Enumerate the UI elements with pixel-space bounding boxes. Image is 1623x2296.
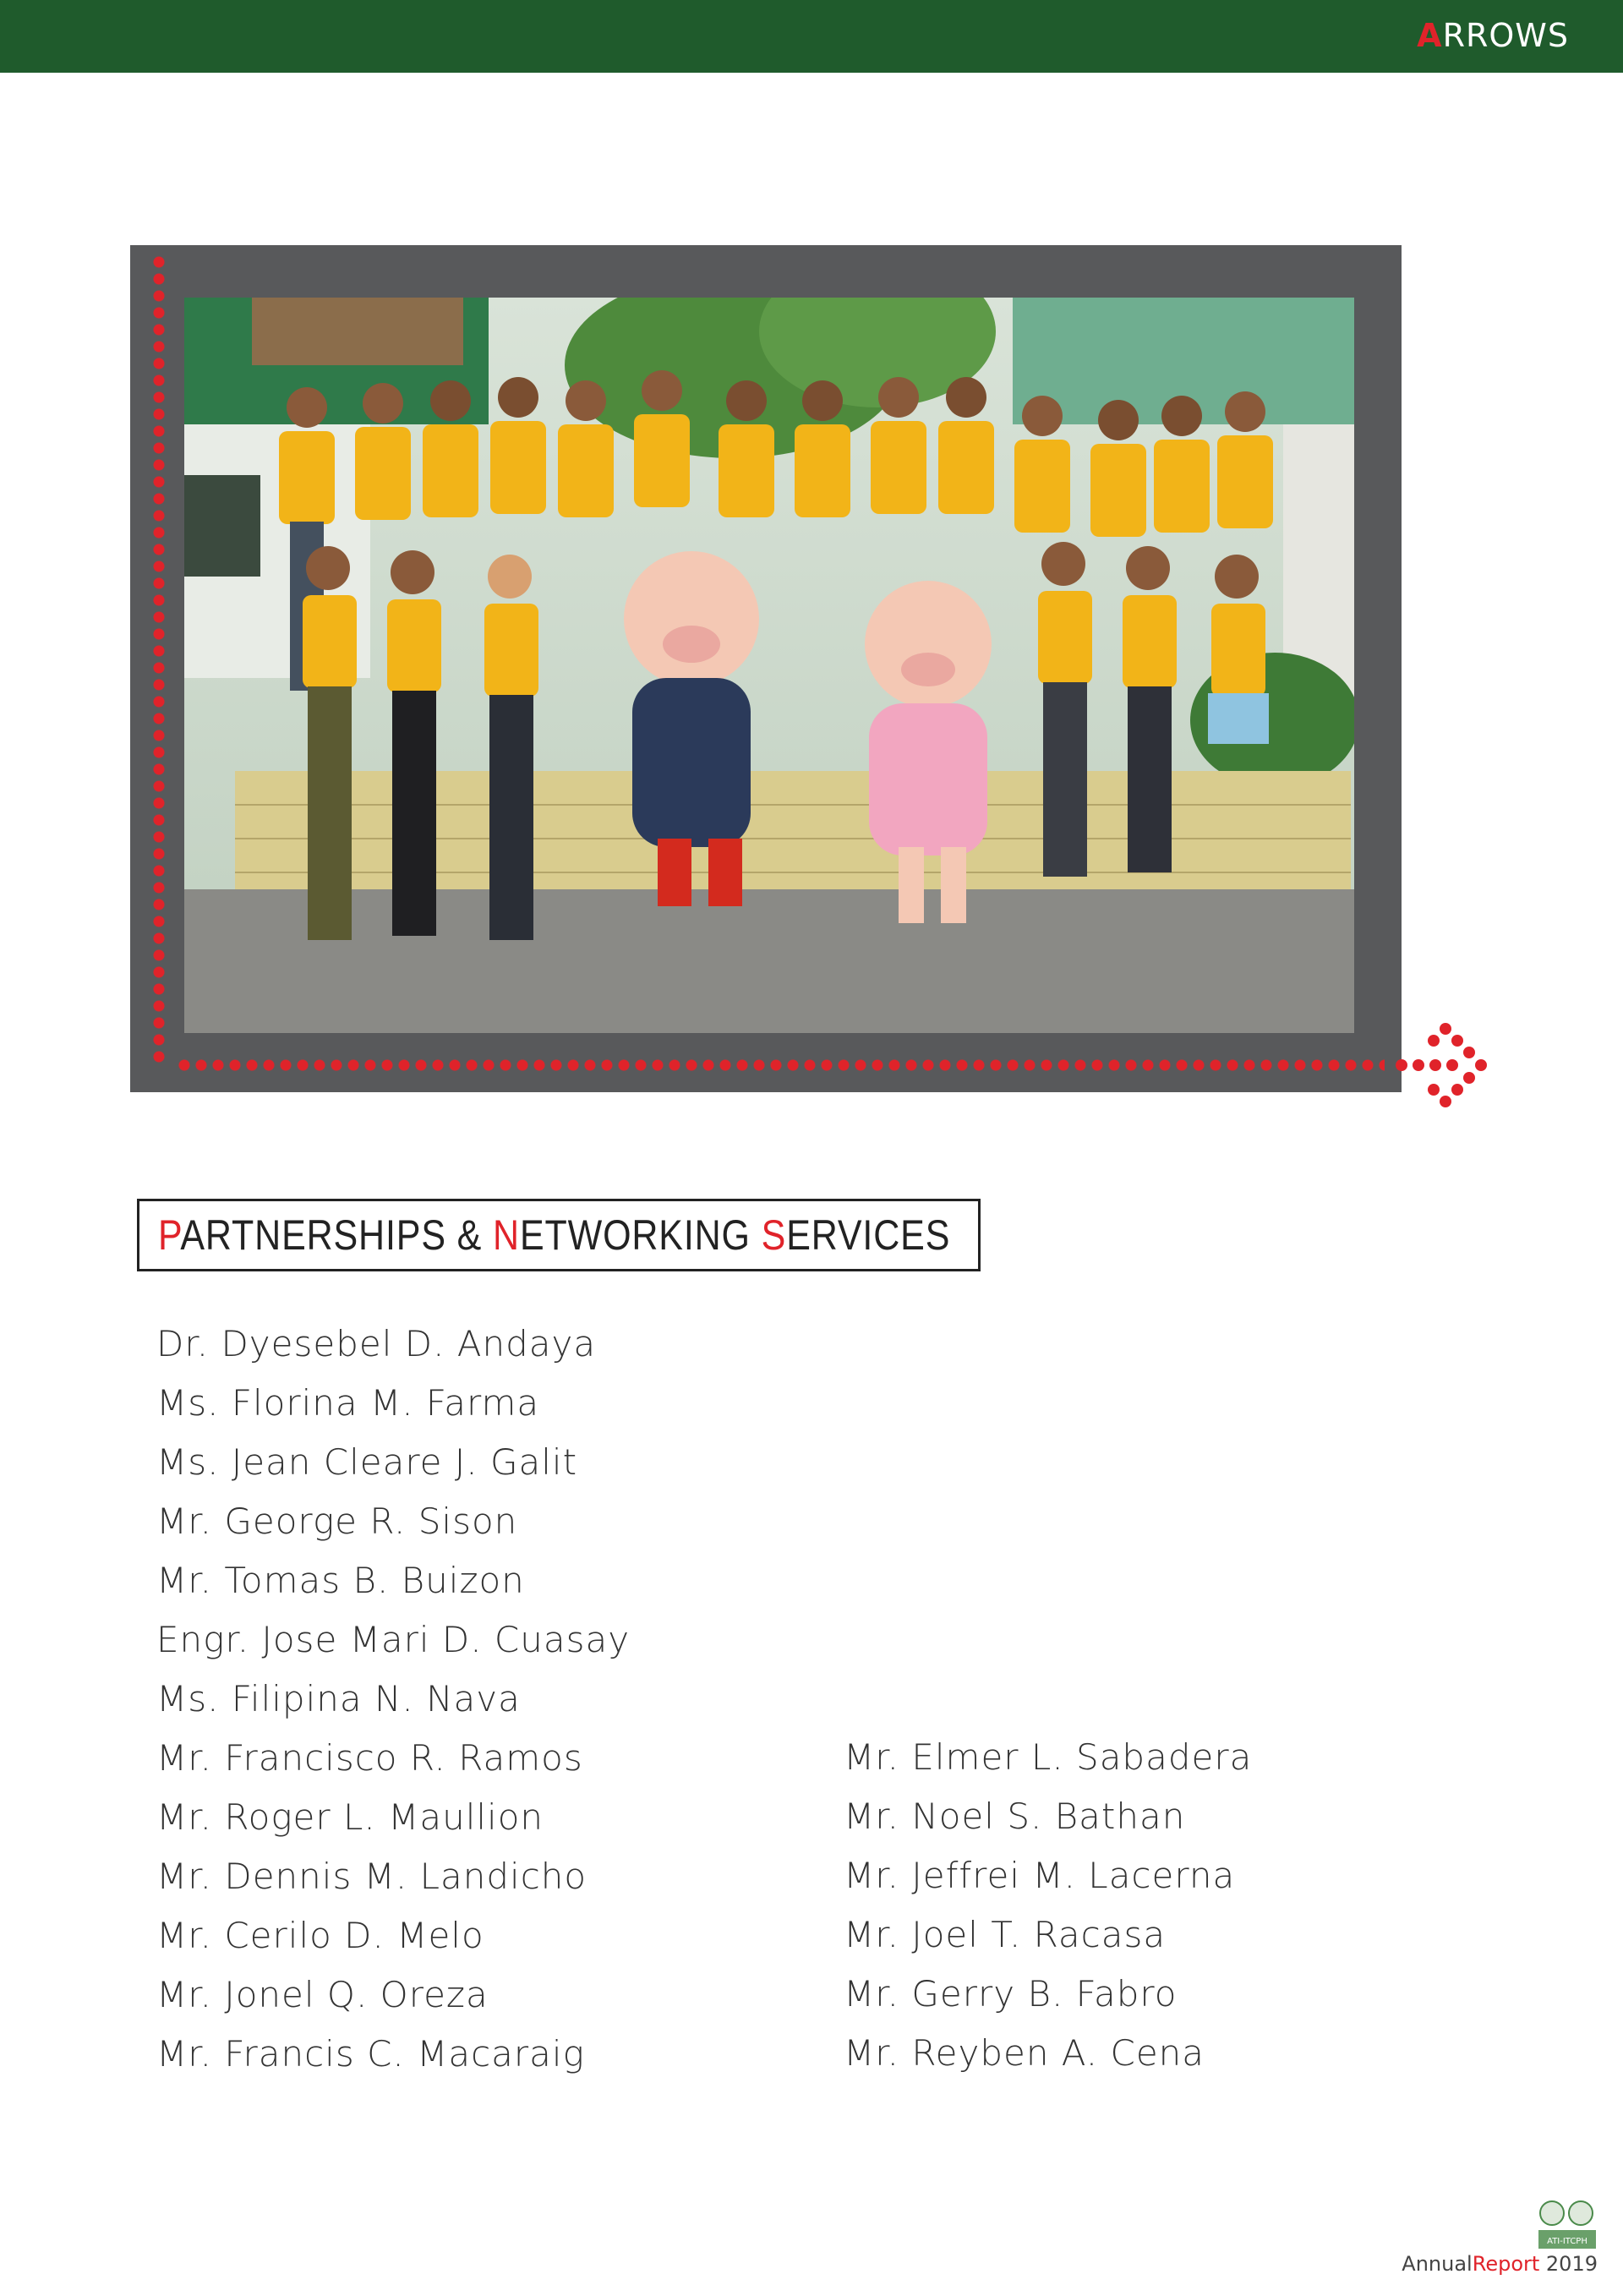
heading-ampersand: & bbox=[456, 1211, 483, 1259]
logo-text: ATI-ITCPH bbox=[1547, 2237, 1587, 2246]
staff-name: Engr. Jose Mari D. Cuasay bbox=[156, 1619, 631, 1660]
staff-name: Mr. George R. Sison bbox=[156, 1501, 518, 1542]
staff-name: Mr. Noel S. Bathan bbox=[844, 1796, 1186, 1837]
heading-word-networking: ETWORKING bbox=[519, 1211, 762, 1259]
staff-name: Mr. Reyben A. Cena bbox=[844, 2032, 1205, 2074]
staff-name: Mr. Jeffrei M. Lacerna bbox=[844, 1855, 1236, 1896]
arrows-brand-logo bbox=[1417, 15, 1569, 56]
ati-itcph-logo bbox=[1535, 2196, 1599, 2260]
group-photo-illustration bbox=[184, 298, 1354, 1033]
staff-list-right bbox=[844, 1728, 1252, 2083]
photo-frame bbox=[130, 245, 1402, 1092]
heading-initial-s: S bbox=[761, 1211, 787, 1259]
staff-name: Ms. Jean Cleare J. Galit bbox=[156, 1441, 578, 1483]
staff-name: Mr. Joel T. Racasa bbox=[844, 1914, 1167, 1955]
staff-name: Mr. Jonel Q. Oreza bbox=[156, 1974, 489, 2015]
footer-report: Report bbox=[1472, 2252, 1540, 2276]
staff-name: Mr. Gerry B. Fabro bbox=[844, 1973, 1178, 2014]
staff-name: Mr. Francisco R. Ramos bbox=[156, 1737, 583, 1779]
footer-annual: Annual bbox=[1402, 2252, 1473, 2276]
staff-name: Mr. Roger L. Maullion bbox=[156, 1796, 544, 1838]
staff-name: Mr. Francis C. Macaraig bbox=[156, 2033, 585, 2075]
group-photo bbox=[184, 298, 1354, 1033]
staff-name: Ms. Filipina N. Nava bbox=[156, 1678, 521, 1719]
brand-first-letter: A bbox=[1417, 17, 1443, 54]
brand-rest: RROWS bbox=[1442, 17, 1569, 54]
section-heading bbox=[158, 1211, 950, 1260]
footer-year: 2019 bbox=[1539, 2252, 1598, 2276]
staff-name: Mr. Tomas B. Buizon bbox=[156, 1560, 525, 1601]
annual-report-label bbox=[1402, 2252, 1598, 2276]
red-dotted-line-vertical bbox=[150, 254, 167, 1065]
red-dotted-line-horizontal bbox=[176, 1057, 1385, 1074]
header-bar bbox=[0, 0, 1623, 73]
heading-initial-n: N bbox=[493, 1211, 520, 1259]
staff-name: Dr. Dyesebel D. Andaya bbox=[156, 1323, 597, 1364]
section-heading-box bbox=[137, 1199, 981, 1271]
heading-initial-p: P bbox=[158, 1211, 181, 1259]
heading-word-services: ERVICES bbox=[786, 1211, 951, 1259]
staff-name: Mr. Cerilo D. Melo bbox=[156, 1915, 484, 1956]
staff-name: Ms. Florina M. Farma bbox=[156, 1382, 540, 1424]
staff-name: Mr. Dennis M. Landicho bbox=[156, 1856, 587, 1897]
dotted-arrow-icon bbox=[1395, 1019, 1488, 1112]
staff-name: Mr. Elmer L. Sabadera bbox=[844, 1736, 1253, 1778]
heading-word-partnerships: ARTNERSHIPS bbox=[180, 1211, 457, 1259]
staff-list-left bbox=[156, 1315, 630, 2084]
